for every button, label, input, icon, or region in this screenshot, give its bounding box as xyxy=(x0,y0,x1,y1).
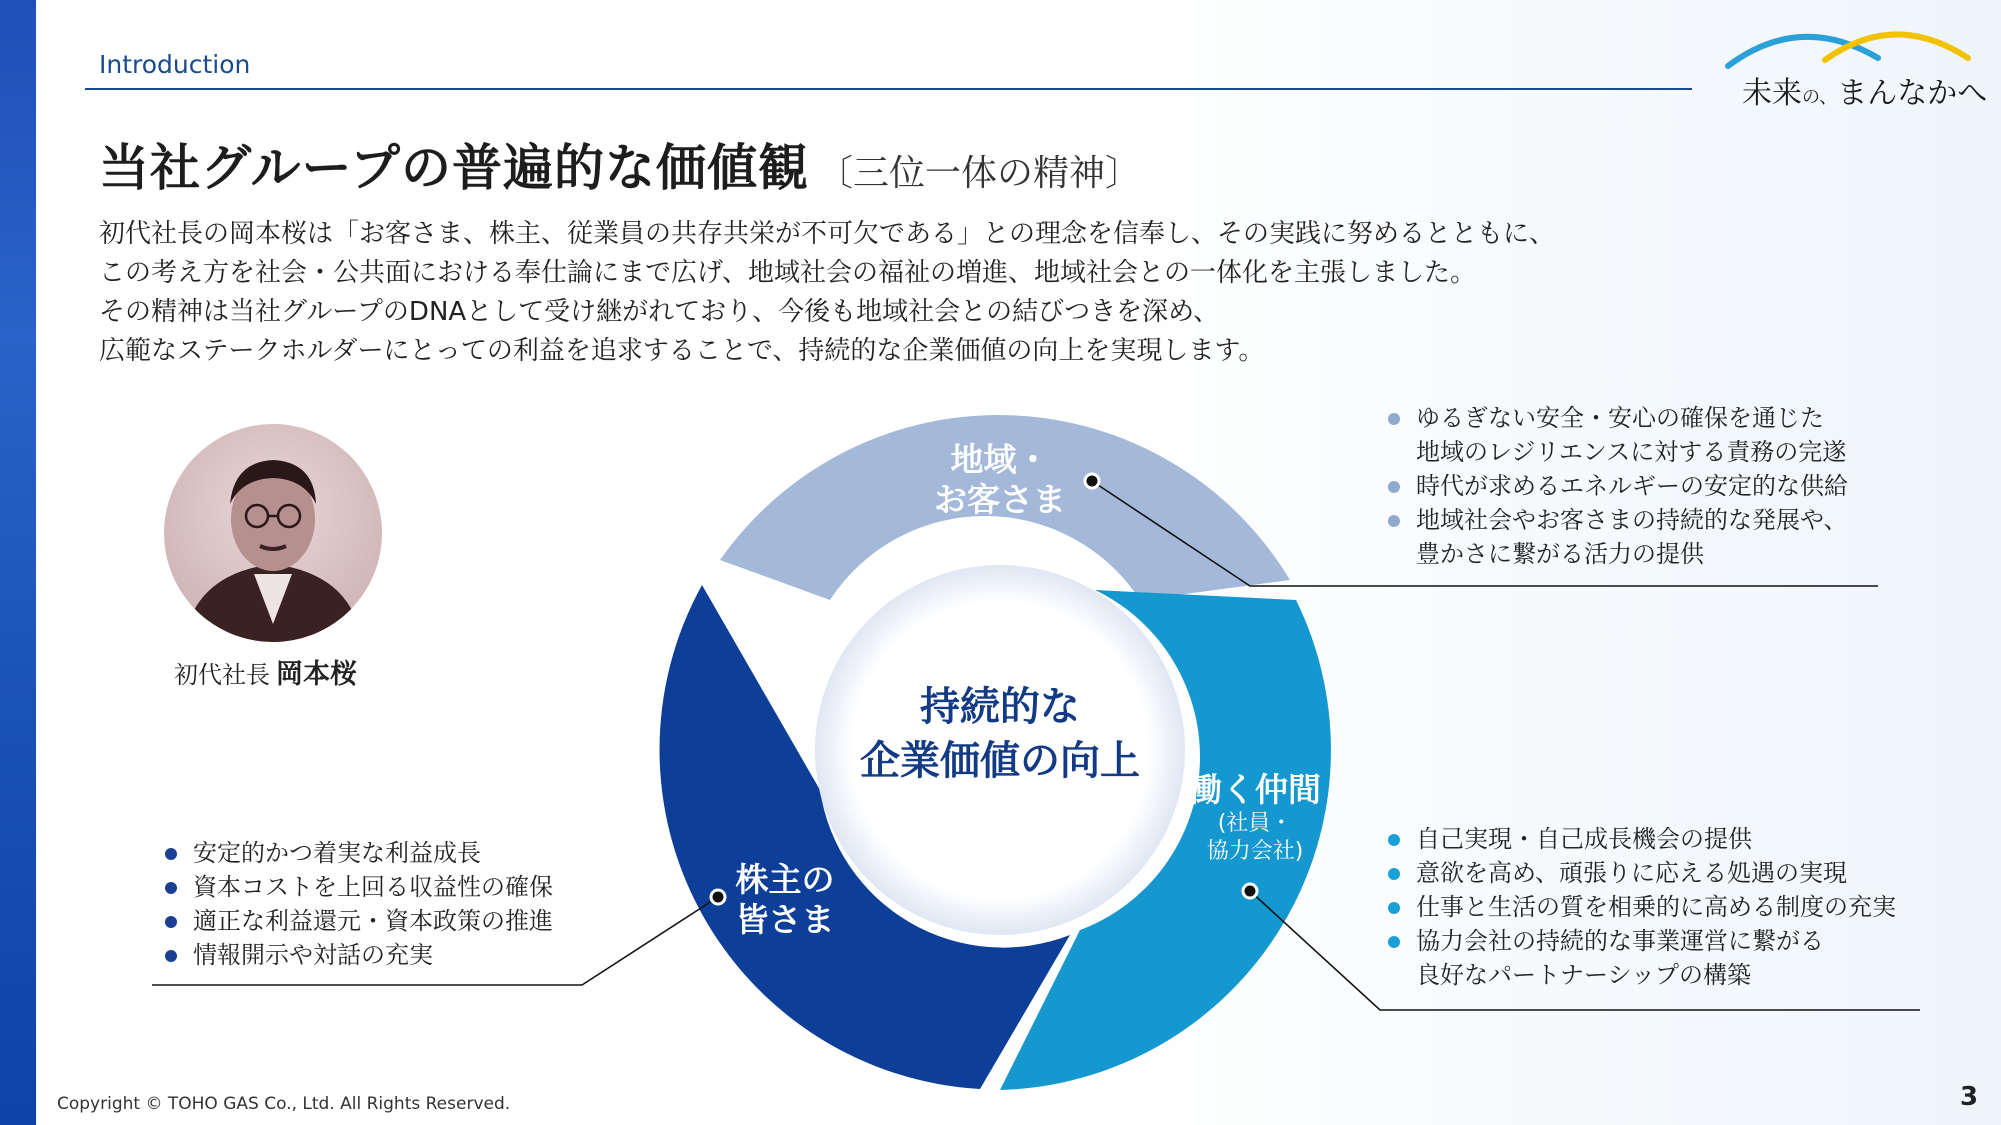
list-item: 協力会社の持続的な事業運営に繋がる xyxy=(1386,924,1896,958)
portrait-caption-name: 岡本桜 xyxy=(276,659,357,690)
list-item-continuation xyxy=(1386,435,1848,469)
label-community xyxy=(920,440,1080,520)
center-text-line: 企業価値の向上 xyxy=(860,738,1140,784)
section-label: Introduction xyxy=(99,50,251,79)
label-employees-sub: 協力会社) xyxy=(1206,839,1304,864)
page-title: 当社グループの普遍的な価値観 xyxy=(99,139,809,197)
label-shareholders xyxy=(705,860,865,940)
list-item: 時代が求めるエネルギーの安定的な供給 xyxy=(1386,469,1848,503)
copyright-text: Copyright © TOHO GAS Co., Ltd. All Rights Reserved. xyxy=(57,1094,511,1114)
intro-line: その精神は当社グループのDNAとして受け継がれており、今後も地域社会との結びつきを深め、 xyxy=(99,297,1220,327)
page-number: 3 xyxy=(1960,1082,1979,1112)
label-employees xyxy=(1170,770,1340,866)
list-item: 情報開示や対話の充実 xyxy=(163,938,553,972)
bullets-employees xyxy=(1386,822,1896,992)
label-shareholders-line: 株主の xyxy=(735,860,835,899)
intro-line: 初代社長の岡本桜は「お客さま、株主、従業員の共存共栄が不可欠である」との理念を信奉し、その実践に努めるとともに、 xyxy=(99,219,1556,249)
bullets-shareholders xyxy=(163,836,553,972)
marker-community xyxy=(1085,474,1099,488)
bullets-community xyxy=(1386,401,1848,571)
label-shareholders-line: 皆さま xyxy=(735,900,835,939)
label-employees-line: 働く仲間 xyxy=(1189,770,1321,809)
list-item: 仕事と生活の質を相乗的に高める制度の充実 xyxy=(1386,890,1896,924)
logo-text-main: 未来 xyxy=(1742,76,1802,111)
list-item-continuation xyxy=(1386,958,1896,992)
center-text xyxy=(830,680,1170,788)
center-text-line: 持続的な xyxy=(920,684,1080,730)
portrait-caption-prefix: 初代社長 xyxy=(174,661,270,689)
list-item: 安定的かつ着実な利益成長 xyxy=(163,836,553,870)
label-community-line: お客さま xyxy=(934,480,1066,519)
list-item: 意欲を高め、頑張りに応える処遇の実現 xyxy=(1386,856,1896,890)
logo-text-tail: まんなかへ xyxy=(1837,76,1988,111)
label-employees-sub: (社員・ xyxy=(1217,811,1293,836)
list-item: 自己実現・自己成長機会の提供 xyxy=(1386,822,1896,856)
page-subtitle: 〔三位一体の精神〕 xyxy=(817,153,1142,194)
list-item-text: 豊かさに繋がる活力の提供 xyxy=(1416,540,1704,568)
list-item: 地域社会やお客さまの持続的な発展や、 xyxy=(1386,503,1848,537)
list-item-text: 地域のレジリエンスに対する責務の完遂 xyxy=(1416,438,1847,466)
list-item: ゆるぎない安全・安心の確保を通じた xyxy=(1386,401,1848,435)
list-item: 適正な利益還元・資本政策の推進 xyxy=(163,904,553,938)
intro-line: 広範なステークホルダーにとっての利益を追求することで、持続的な企業価値の向上を実現します。 xyxy=(99,336,1265,366)
marker-employees xyxy=(1243,884,1257,898)
list-item-text: 良好なパートナーシップの構築 xyxy=(1416,961,1752,989)
list-item: 資本コストを上回る収益性の確保 xyxy=(163,870,553,904)
logo-text-small: の、 xyxy=(1802,87,1838,108)
intro-line: この考え方を社会・公共面における奉仕論にまで広げ、地域社会の福祉の増進、地域社会との一体化を主張しました。 xyxy=(99,258,1476,288)
list-item-continuation xyxy=(1386,537,1848,571)
label-community-line: 地域・ xyxy=(950,440,1050,479)
